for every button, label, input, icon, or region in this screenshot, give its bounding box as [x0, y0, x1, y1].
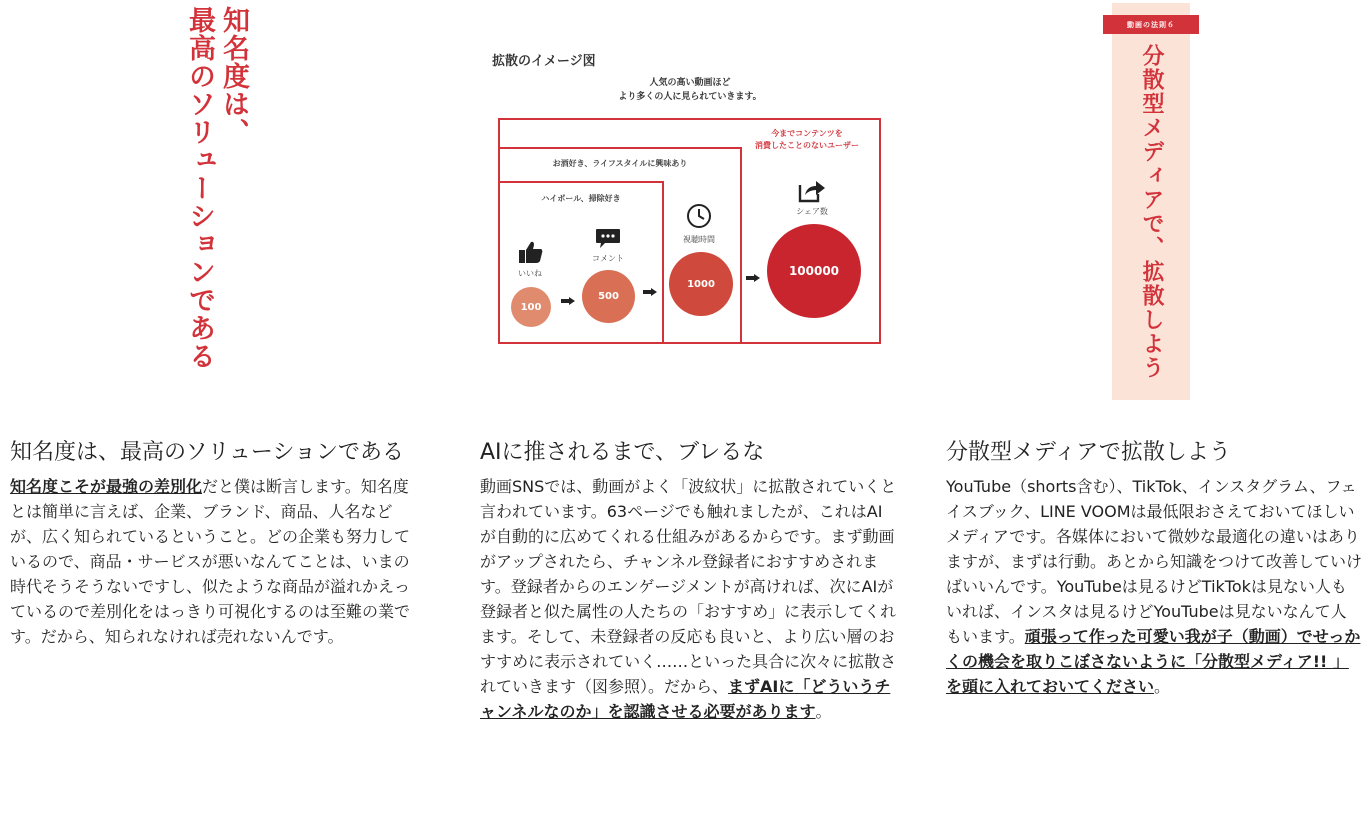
metric-value-watch-time: 1000: [687, 278, 715, 290]
metric-circle-watch-time: [669, 252, 733, 316]
column-3-emphasis: 頑張って作った可愛い我が子（動画）でせっかくの機会を取りこぼさないように「分散型メディア!! 」を頭に入れておいてください: [946, 627, 1361, 696]
column-1-heading: 知名度は、最高のソリューションである: [10, 440, 405, 465]
column-3-text-end: 。: [1154, 677, 1171, 696]
middle-audience-label: お酒好き、ライフスタイルに興味あり: [552, 159, 688, 168]
column-2-emphasis: まずAIに「どういうチャンネルなのか」を認識させる必要があります: [480, 677, 891, 721]
column-1-text: だと僕は断言します。知名度とは簡単に言えば、企業、ブランド、商品、人名などが、広く知られているということ。どの企業も努力しているので、商品・サービスが悪いなんてことは、いまの時代そうそうないですし、似たような商品が溢れかえっているので差別化をはっきり可視化するのは至難の業です。だから、知られなければ売れないんです。: [10, 477, 411, 646]
column-3: [946, 438, 1362, 699]
metric-circle-comments: [582, 270, 635, 323]
inner-audience-label: ハイボール、掃除好き: [541, 194, 621, 203]
metric-label-likes: いいね: [518, 269, 542, 278]
metric-circle-shares: [767, 224, 861, 318]
clock-icon: [686, 203, 712, 229]
arrow-icon: [561, 297, 575, 305]
right-vertical-title: 分散型メディアで、拡散しよう: [1139, 44, 1164, 380]
column-2-text-end: 。: [815, 702, 832, 721]
outer-audience-label: 今までコンテンツを 消費したことのないユーザー: [755, 129, 859, 150]
metric-value-comments: 500: [598, 291, 619, 302]
column-2: [480, 438, 898, 724]
comment-icon: [595, 228, 621, 250]
metric-label-comments: コメント: [592, 254, 624, 263]
thumbs-up-icon: [518, 240, 544, 264]
column-2-body: [480, 474, 898, 724]
column-1: [10, 438, 420, 649]
column-2-heading: AIに推されるまで、ブレるな: [480, 440, 765, 465]
column-3-heading: 分散型メディアで拡散しよう: [946, 440, 1231, 465]
diagram-title: 拡散のイメージ図: [492, 54, 596, 69]
column-1-emphasis: 知名度こそが最強の差別化: [10, 477, 203, 496]
arrow-icon: [643, 288, 657, 296]
diffusion-diagram: [490, 44, 885, 346]
metric-label-watch-time: 視聴時間: [683, 235, 715, 244]
left-vertical-title: 知名度は、 最高のソリューションである: [184, 6, 249, 370]
column-2-text: 動画SNSでは、動画がよく「波紋状」に拡散されていくと言われています。63ページでも触れましたが、これはAIが自動的に広めてくれる仕組みがあるからです。まず動画がアップされたら、チャンネル登録者におすすめされます。登録者からのエンゲージメントが高ければ、次にAIが登録者と似た属性の人たちの「おすすめ」に表示してくれます。そして、未登録者の反応も良いと、より広い層のおすすめに表示されていく……といった具合に次々に拡散されていきます（図参照）。だから、: [480, 477, 897, 696]
rule-tag: 動画の法則６: [1103, 15, 1199, 34]
arrow-icon: [746, 274, 760, 282]
diagram-subtitle: 人気の高い動画ほど より多くの人に見られていきます。: [618, 78, 762, 102]
metric-value-likes: 100: [520, 301, 542, 313]
share-icon: [798, 177, 826, 203]
column-1-body: [10, 474, 420, 649]
column-3-text: YouTube（shorts含む）、TikTok、インスタグラム、フェイスブック、LINE VOOMは最低限おさえておいてほしいメディアです。各媒体において微妙な最適化の違いはありますが、まずは行動。あとから知識をつけて改善していけばいいんです。YouTubeは見るけどTikTokは見ない人もいれば、インスタは見るけどYouTubeは見ないなんて人もいます。: [946, 477, 1363, 646]
metric-label-shares: シェア数: [796, 207, 828, 216]
column-3-body: [946, 474, 1362, 699]
metric-circle-likes: [511, 287, 551, 327]
metric-value-shares: 100000: [788, 264, 840, 278]
